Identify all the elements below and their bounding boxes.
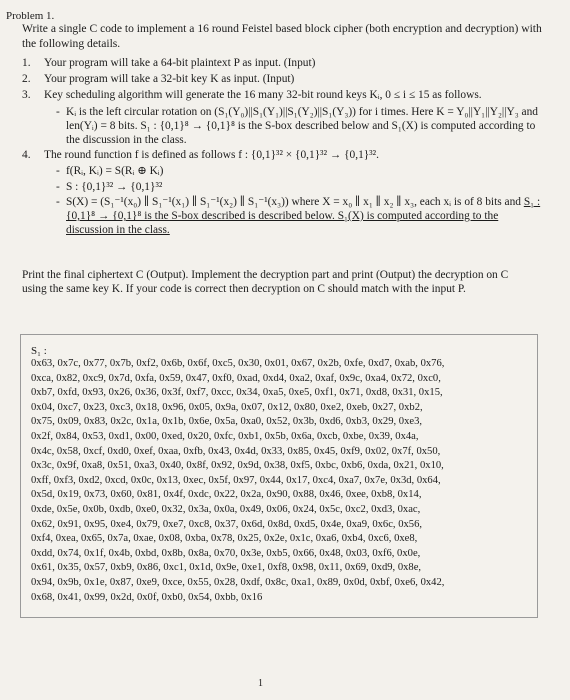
- list-item: [22, 88, 542, 102]
- item-text: Your program will take a 64-bit plaintext P as input. (Input): [44, 57, 316, 69]
- sbox-values: 0x63, 0x7c, 0x77, 0x7b, 0xf2, 0x6b, 0x6f, 0xc5, 0x30, 0x01, 0x67, 0x2b, 0xfe, 0xd7, 0xab, 0x76, 0xca, 0x82, 0xc9, 0x7d, 0xfa, 0x59, 0x47, 0xf0, 0xad, 0xd4, 0xa2, 0xaf, 0x9c, 0xa4, 0x72, 0xc0, 0xb7, 0xfd, 0x93, 0x26, 0x36, 0x3f, 0xf7, 0xcc, 0x34, 0xa5, 0xe5, 0xf1, 0x71, 0xd8, 0x31, 0x15, 0x04, 0xc7, 0x23, 0xc3, 0x18, 0x96, 0x05, 0x9a, 0x07, 0x12, 0x80, 0xe2, 0xeb, 0x27, 0xb2, 0x75, 0x09, 0x83, 0x2c, 0x1a, 0x1b, 0x6e, 0x5a, 0xa0, 0x52, 0x3b, 0xd6, 0xb3, 0x29, 0xe3, 0x2f, 0x84, 0x53, 0xd1, 0x00, 0xed, 0x20, 0xfc, 0xb1, 0x5b, 0x6a, 0xcb, 0xbe, 0x39, 0x4a, 0x4c, 0x58, 0xcf, 0xd0, 0xef, 0xaa, 0xfb, 0x43, 0x4d, 0x33, 0x85, 0x45, 0xf9, 0x02, 0x7f, 0x50, 0x3c, 0x9f, 0xa8, 0x51, 0xa3, 0x40, 0x8f, 0x92, 0x9d, 0x38, 0xf5, 0xbc, 0xb6, 0xda, 0x21, 0x10, 0xff, 0xf3, 0xd2, 0xcd, 0x0c, 0x13, 0xec, 0x5f, 0x97, 0x44, 0x17, 0xc4, 0xa7, 0x7e, 0x3d, 0x64, 0x5d, 0x19, 0x73, 0x60, 0x81, 0x4f, 0xdc, 0x22, 0x2a, 0x90, 0x88, 0x46, 0xee, 0xb8, 0x14, 0xde, 0x5e, 0x0b, 0xdb, 0xe0, 0x32, 0x3a, 0x0a, 0x49, 0x06, 0x24, 0x5c, 0xc2, 0xd3, 0xac, 0x62, 0x91, 0x95, 0xe4, 0x79, 0xe7, 0xc8, 0x37, 0x6d, 0x8d, 0xd5, 0x4e, 0xa9, 0x6c, 0x56, 0xf4, 0xea, 0x65, 0x7a, 0xae, 0x08, 0xba, 0x78, 0x25, 0x2e, 0x1c, 0xa6, 0xb4, 0xc6, 0xe8, 0xdd, 0x74, 0x1f, 0x4b, 0xbd, 0x8b, 0x8a, 0x70, 0x3e, 0xb5, 0x66, 0x48, 0x03, 0xf6, 0x0e, 0x61, 0x35, 0x57, 0xb9, 0x86, 0xc1, 0x1d, 0x9e, 0xe1, 0xf8, 0x98, 0x11, 0x69, 0xd9, 0x8e, 0x94, 0x9b, 0x1e, 0x87, 0xe9, 0xce, 0x55, 0x28, 0xdf, 0x8c, 0xa1, 0x89, 0x0d, 0xbf, 0xe6, 0x42, 0x68, 0x41, 0x99, 0x2d, 0x0f, 0xb0, 0x54, 0xbb, 0x16: [31, 358, 445, 603]
- item-number: 2.: [22, 73, 31, 86]
- problem-intro: Write a single C code to implement a 16 round Feistel based block cipher (both encryption and decryption) with the following details.: [22, 22, 542, 50]
- item-number: 3.: [22, 89, 31, 102]
- sub-item-text: [66, 195, 542, 238]
- requirements-list: [22, 56, 542, 238]
- sub-item-text-part: S(X) = (S₁⁻¹(x₀) ∥ S₁⁻¹(x₁) ∥ S₁⁻¹(x₂) ∥ S₁⁻¹(x₃)) where X = x₀ ∥ x₁ ∥ x₂ ∥ x₃, each xᵢ is of 8 bits and: [66, 195, 524, 208]
- list-item: [22, 148, 542, 162]
- item-text: Key scheduling algorithm will generate the 16 many 32-bit round keys Kᵢ, 0 ≤ i ≤ 15 as follows.: [44, 89, 482, 102]
- list-item: [22, 56, 542, 70]
- sub-item-text: Kᵢ is the left circular rotation on (S₁(Y₀)||S₁(Y₁)||S₁(Y₂)||S₁(Y₃)) for i times. Here K = Y₀||Y₁||Y₂||Y₃ and len(Yᵢ) = 8 bits. S₁ : {0,1}⁸ → {0,1}⁸ is the S-box described below and S₁(X) is computed according to the discussion in the class.: [66, 105, 538, 147]
- sub-item: [56, 180, 542, 194]
- sub-item-dash: -: [56, 195, 60, 208]
- sub-item: [56, 164, 542, 178]
- item-text: The round function f is defined as follows f : {0,1}³² × {0,1}³² → {0,1}³².: [44, 149, 379, 162]
- item-number: 4.: [22, 149, 31, 162]
- sub-item-dash: -: [56, 180, 60, 193]
- item-number: 1.: [22, 57, 31, 69]
- page-number: 1: [258, 678, 263, 689]
- final-instructions: Print the final ciphertext C (Output). Implement the decryption part and print (Output) the decryption on C using the same key K. If your code is correct then decryption on C should match with the input P.: [22, 269, 509, 296]
- sbox-table-box: [20, 334, 538, 618]
- list-item: [22, 72, 542, 86]
- sbox-label: S₁ :: [31, 345, 47, 357]
- sub-item: [56, 195, 542, 238]
- sub-item-text: f(Rᵢ, Kᵢ) = S(Rᵢ ⊕ Kᵢ): [66, 165, 164, 178]
- sub-item: [56, 105, 542, 148]
- sub-item-text: S : {0,1}³² → {0,1}³²: [66, 180, 163, 193]
- underlined-text: S₁ : {0,1}⁸ → {0,1}⁸ is the S-box described is described below. S₁(X) is computed according to the discussion in the class.: [66, 195, 541, 237]
- sub-item-dash: -: [56, 165, 60, 178]
- item-text: Your program will take a 32-bit key K as input. (Input): [44, 73, 295, 86]
- sub-item-dash: -: [56, 105, 60, 118]
- problem-label: Problem 1.: [6, 10, 55, 22]
